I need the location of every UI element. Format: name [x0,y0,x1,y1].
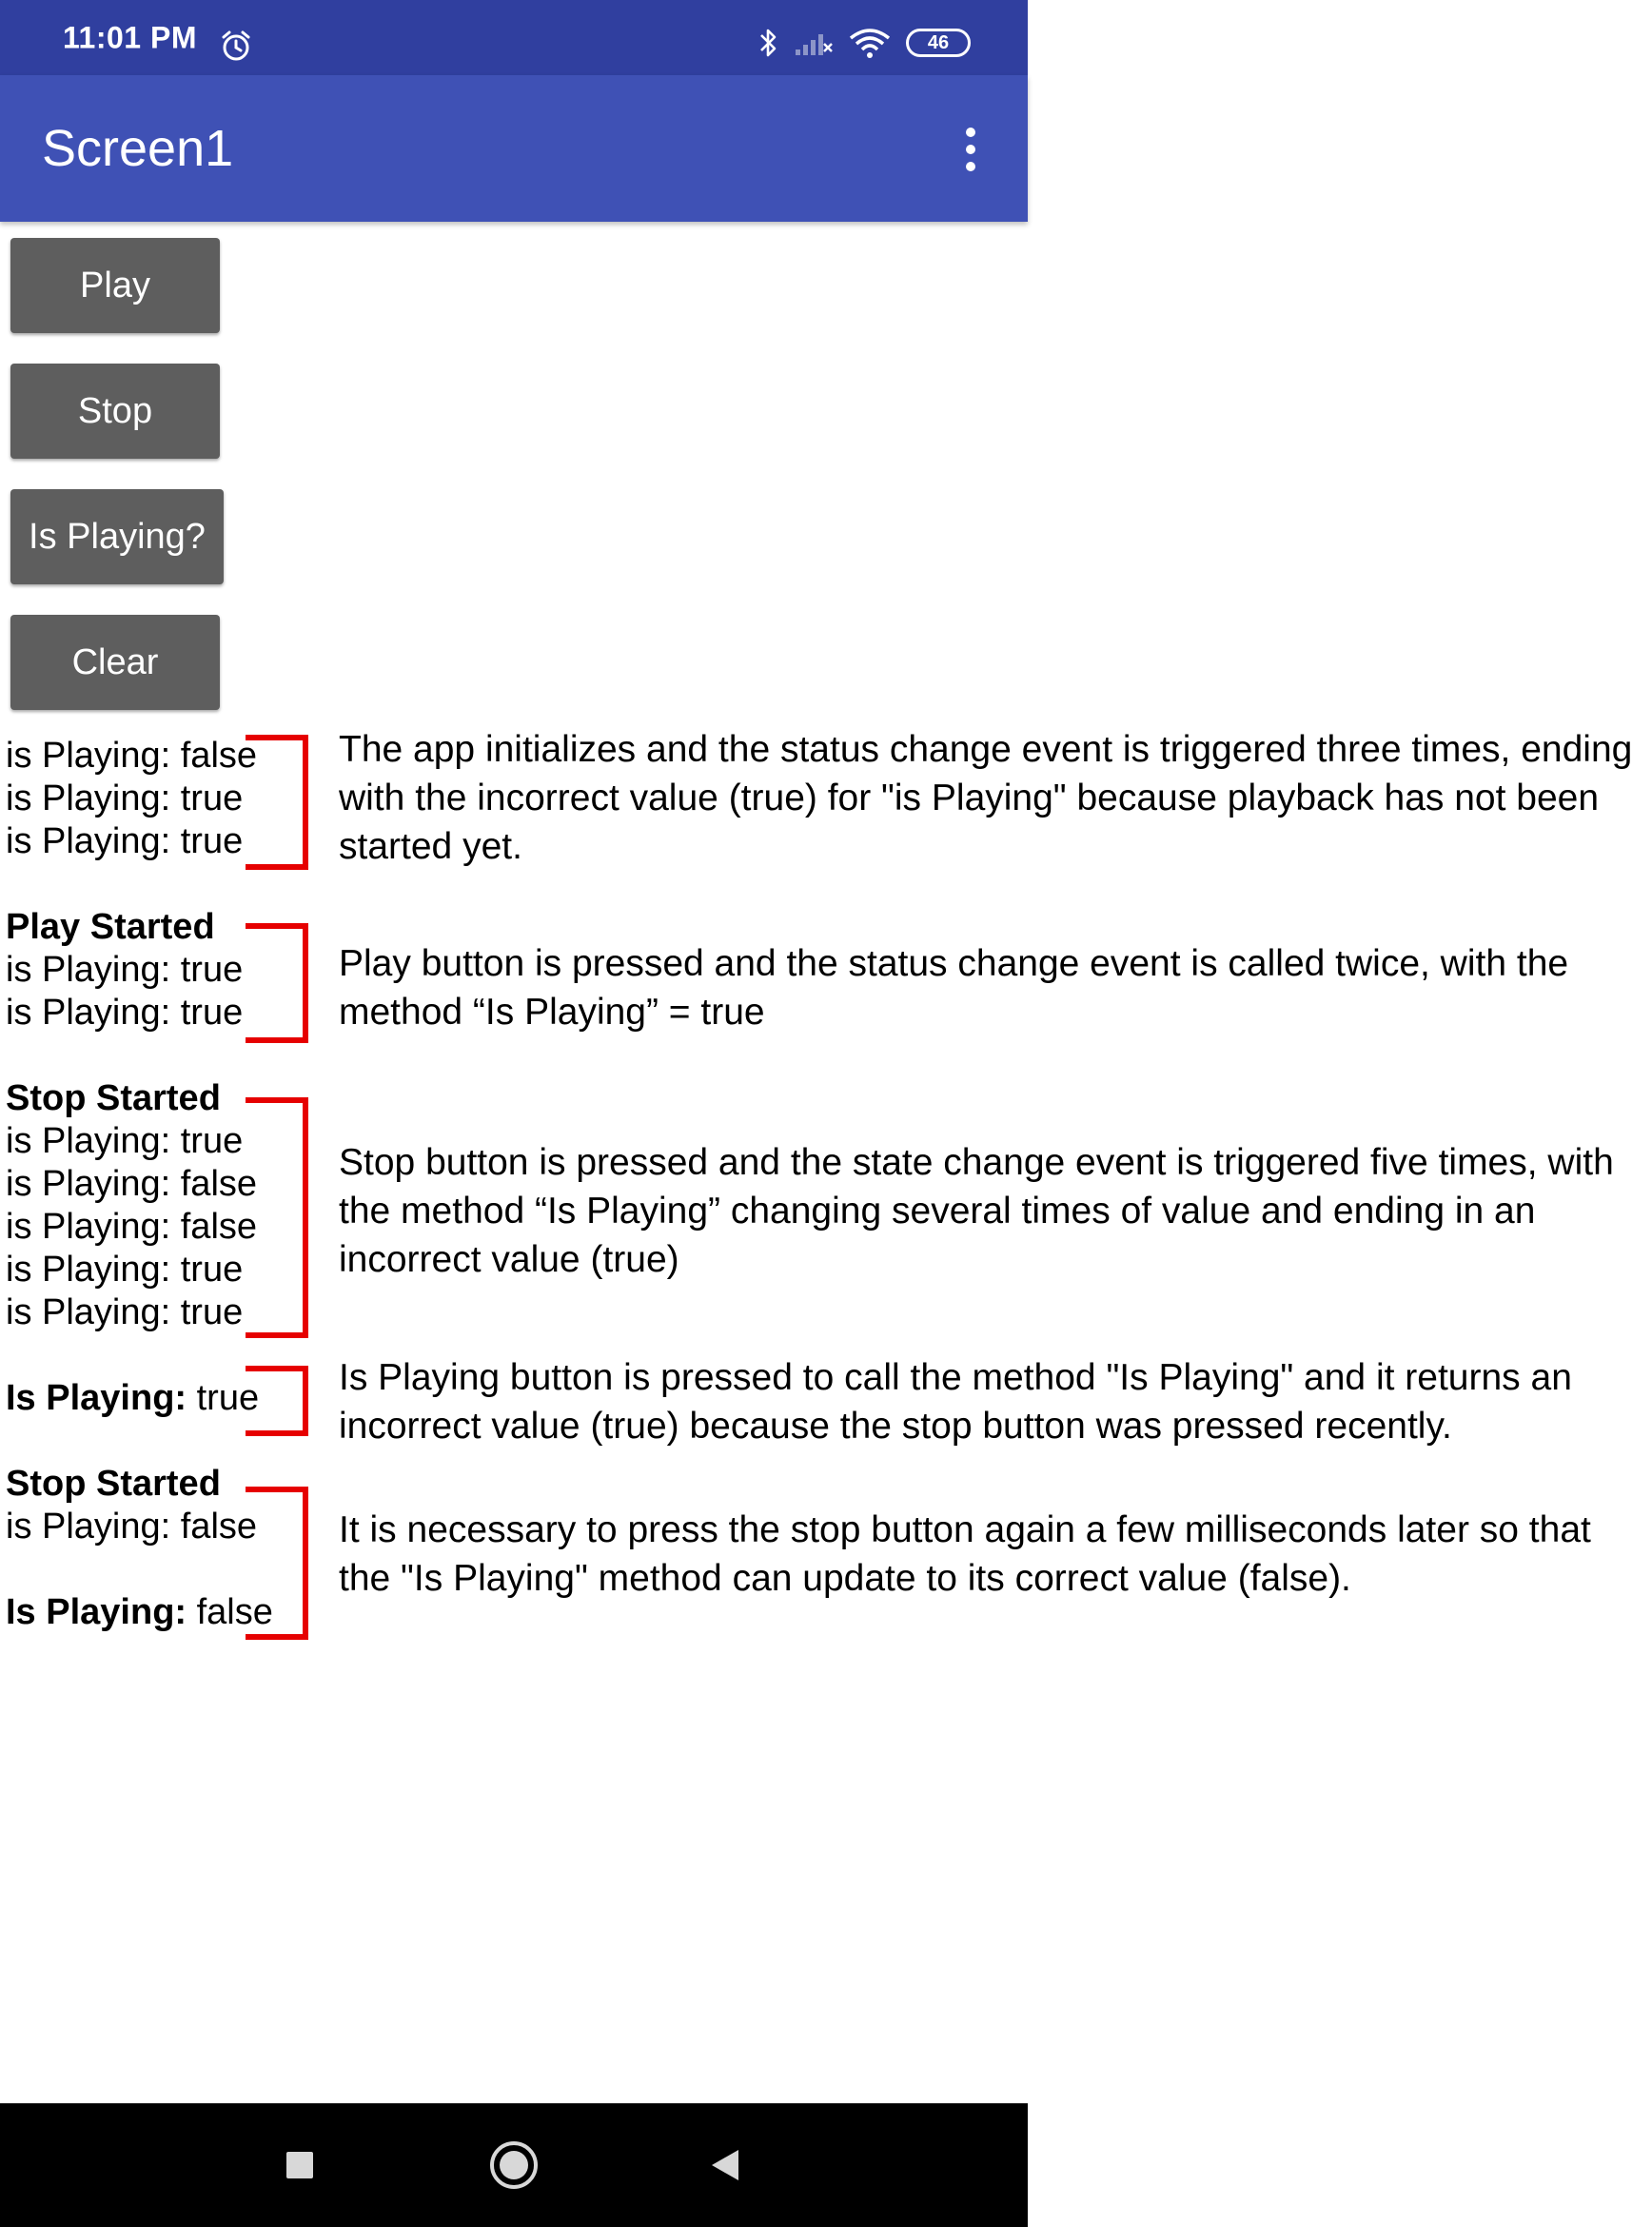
log-line: is Playing: true [6,778,244,818]
home-icon[interactable] [488,2139,540,2191]
app-title: Screen1 [42,120,234,177]
battery-indicator: 46 [906,29,971,57]
log-value: false [187,1592,273,1632]
log-line-stop-started: Stop Started [6,1464,221,1504]
bracket-annotation-1 [246,735,308,870]
log-label: Is Playing: [6,1378,187,1418]
is-playing-button[interactable]: Is Playing? [10,489,224,584]
log-line: is Playing: false [6,736,258,776]
log-line-stop-started: Stop Started [6,1078,221,1118]
clear-button[interactable]: Clear [10,615,220,710]
log-line-is-playing-result [6,1591,273,1634]
status-time: 11:01 PM [63,20,197,54]
log-line: is Playing: false [6,1164,258,1204]
log-line: is Playing: true [6,1121,244,1161]
recent-apps-icon[interactable] [285,2150,315,2180]
log-line: is Playing: true [6,950,244,990]
navigation-bar [0,2103,1028,2227]
bracket-annotation-5 [246,1487,308,1640]
log-line-play-started: Play Started [6,907,215,947]
annotation-stop-again: It is necessary to press the stop button again a few milliseconds later so that the "Is Playing" method can update to its correct value (false). [339,1509,1591,1599]
bluetooth-icon [757,27,778,59]
wifi-icon [849,27,891,59]
log-line: is Playing: false [6,1507,258,1547]
log-line: is Playing: true [6,1292,244,1332]
annotation-is-playing: Is Playing button is pressed to call the method "Is Playing" and it returns an incorrect value (true) because the stop button was pressed recently. [339,1357,1572,1447]
log-line: is Playing: true [6,993,244,1033]
log-line: is Playing: true [6,821,244,861]
log-label: Is Playing: [6,1592,187,1632]
log-value: true [187,1378,260,1418]
log-line: is Playing: true [6,1250,244,1290]
stop-button[interactable]: Stop [10,364,220,459]
annotation-initialize: The app initializes and the status change event is triggered three times, ending with the incorrect value (true) for "is Playing" because playback has not been started yet. [339,729,1633,867]
alarm-icon [221,30,251,62]
overflow-menu-icon[interactable] [952,125,990,174]
bracket-annotation-3 [246,1097,308,1338]
log-line: is Playing: false [6,1207,258,1247]
app-bar [0,75,1028,222]
status-bar [0,0,1028,75]
bracket-annotation-2 [246,923,308,1043]
back-icon[interactable] [708,2146,742,2184]
annotation-stop: Stop button is pressed and the state change event is triggered five times, with the method “Is Playing” changing several times of value and ending in an incorrect value (true) [339,1142,1614,1280]
annotation-play: Play button is pressed and the status change event is called twice, with the method “Is Playing” = true [339,943,1569,1033]
status-icons [757,27,971,59]
log-line-is-playing-result [6,1377,259,1420]
play-button[interactable]: Play [10,238,220,333]
bracket-annotation-4 [246,1366,308,1436]
signal-icon [794,29,834,57]
